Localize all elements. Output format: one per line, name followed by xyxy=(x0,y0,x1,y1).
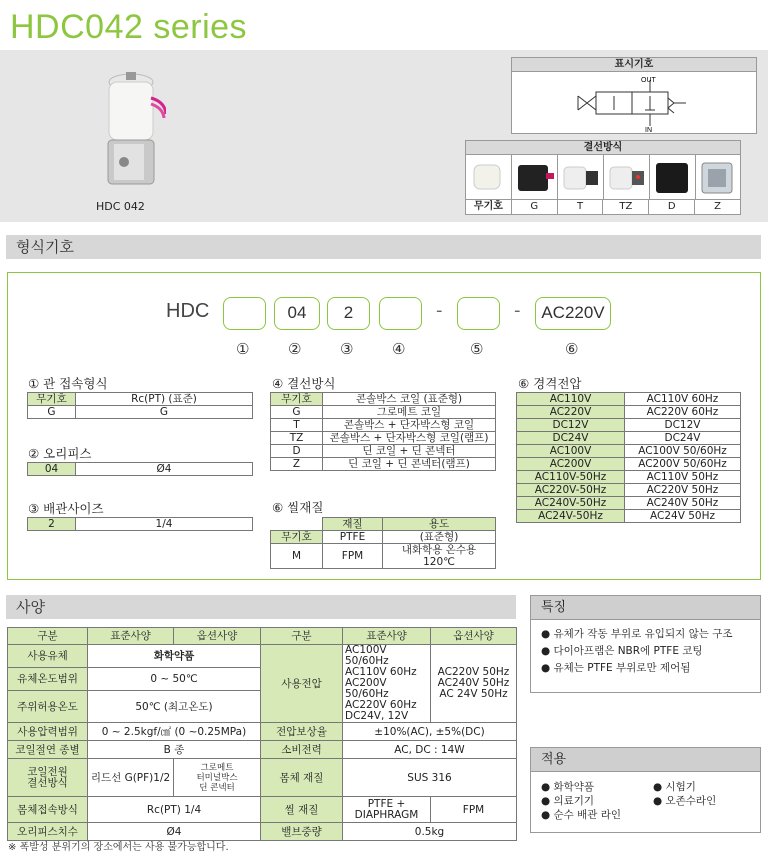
voltage-opt-line: AC220V 50Hz xyxy=(437,666,510,678)
cell: AC100V xyxy=(517,445,625,458)
model-num: ④ xyxy=(392,340,406,358)
cell: DC24V xyxy=(517,432,625,445)
product-caption: HDC 042 xyxy=(96,200,145,213)
cell: 유체온도범위 xyxy=(8,668,88,691)
model-num: ⑤ xyxy=(470,340,484,358)
cell: 무기호 xyxy=(271,393,323,406)
cell: AC110V-50Hz xyxy=(517,471,625,484)
model-num: ② xyxy=(288,340,302,358)
cell: DC12V xyxy=(625,419,741,432)
cell: AC200V xyxy=(517,458,625,471)
app-item: ● 시험기 xyxy=(653,781,696,793)
seal-title: ⑥ 씰재질 xyxy=(272,500,324,515)
cell: AC24V 50Hz xyxy=(625,510,741,523)
valve-symbol-diagram xyxy=(512,72,756,133)
coil-din-image xyxy=(650,155,696,199)
coil-label-2: 결선방식 xyxy=(27,776,68,789)
cell: AC110V 50Hz xyxy=(625,471,741,484)
model-cell-4 xyxy=(379,297,422,330)
cell: 딘 코일 + 딘 콘넥터 xyxy=(323,445,496,458)
cell: 리드선 G(PF)1/2 xyxy=(88,759,174,797)
cell: AC200V 50/60Hz xyxy=(625,458,741,471)
page-title: HDC042 series xyxy=(10,8,248,46)
seal-std-line: DIAPHRAGM xyxy=(354,808,419,821)
cell: 사용압력범위 xyxy=(8,723,88,741)
cell: 표준사양 xyxy=(343,628,431,645)
features-box xyxy=(530,595,761,693)
connection-header: 결선방식 xyxy=(466,141,740,155)
cell: AC220V-50Hz xyxy=(517,484,625,497)
orifice-table xyxy=(27,462,253,476)
model-num: ① xyxy=(236,340,250,358)
cell: TZ xyxy=(271,432,323,445)
app-item: ● 오존수라인 xyxy=(653,795,717,807)
orifice-title: ② 오리피스 xyxy=(28,446,92,461)
conn-label: 무기호 xyxy=(466,200,512,214)
cell: Ø4 xyxy=(76,463,253,476)
cell: 0 ~ 50℃ xyxy=(88,668,261,691)
pipe-conn-table xyxy=(27,392,253,419)
cell: G xyxy=(271,406,323,419)
model-num: ⑥ xyxy=(565,340,579,358)
features-header: 특징 xyxy=(531,596,760,620)
model-prefix: HDC xyxy=(166,300,210,322)
cell: AC240V 50Hz xyxy=(625,497,741,510)
coil-opt-line: 터미널박스 xyxy=(196,772,238,783)
cell: D xyxy=(271,445,323,458)
applications-header: 적용 xyxy=(531,748,760,772)
cell: 옵션사양 xyxy=(431,628,517,645)
spec-table xyxy=(7,627,517,841)
coil-terminal-lamp-image xyxy=(604,155,650,199)
model-num: ③ xyxy=(340,340,354,358)
cell: B 종 xyxy=(88,741,261,759)
connection-box xyxy=(465,140,741,215)
cell: 콘솔박스 + 단자박스형 코일 xyxy=(323,419,496,432)
feature-item: ● 유체는 PTFE 부위로만 제어됨 xyxy=(541,662,691,674)
cell: 50℃ (최고온도) xyxy=(88,691,261,723)
cell: AC240V-50Hz xyxy=(517,497,625,510)
cell: 내화학용 온수용 120℃ xyxy=(383,544,496,569)
cell: 0.5kg xyxy=(343,823,517,841)
model-dash: - xyxy=(514,300,521,321)
applications-box xyxy=(530,747,761,833)
cell: Ø4 xyxy=(88,823,261,841)
cell: 주위허용온도 xyxy=(8,691,88,723)
cell: 몸체접속방식 xyxy=(8,797,88,823)
conn-label: TZ xyxy=(603,200,649,214)
cell: 사용전압 xyxy=(261,645,343,723)
cell: 씰 재질 xyxy=(261,797,343,823)
cell: Z xyxy=(271,458,323,471)
voltage-std-line: DC24V, 12V xyxy=(345,710,409,722)
cell: AC110V xyxy=(517,393,625,406)
cell: 구분 xyxy=(8,628,88,645)
cell: 코일절연 종별 xyxy=(8,741,88,759)
cell: Rc(PT) (표준) xyxy=(76,393,253,406)
cell: 딘 코일 + 딘 콘넥터(램프) xyxy=(323,458,496,471)
pipe-size-title: ③ 배관사이즈 xyxy=(28,501,104,516)
cell: 용도 xyxy=(383,518,496,531)
coil-label-1: 코일전원 xyxy=(27,765,68,778)
cell: 몸체 재질 xyxy=(261,759,343,797)
cell: G xyxy=(76,406,253,419)
cell: 콘솔박스 코일 (표준형) xyxy=(323,393,496,406)
cell: Rc(PT) 1/4 xyxy=(88,797,261,823)
voltage-std-line: AC100V 50/60Hz xyxy=(345,644,389,667)
cell: SUS 316 xyxy=(343,759,517,797)
cell: 무기호 xyxy=(28,393,76,406)
footnote: ※ 폭발성 분위기의 장소에서는 사용 불가능합니다. xyxy=(8,842,229,853)
model-section-header: 형식기호 xyxy=(6,235,761,259)
cell: AC220V 50Hz xyxy=(625,484,741,497)
model-cell-3: 2 xyxy=(327,297,370,330)
coil-opt-line: 그로메트 xyxy=(200,762,234,773)
cell: 04 xyxy=(28,463,76,476)
voltage-opt-line: AC240V 50Hz xyxy=(437,677,510,689)
cell: FPM xyxy=(323,544,383,569)
model-dash: - xyxy=(436,300,443,321)
cell: 옵션사양 xyxy=(174,628,261,645)
voltage-table xyxy=(516,392,741,523)
voltage-title: ⑥ 경격전압 xyxy=(518,376,582,391)
cell: 무기호 xyxy=(271,531,323,544)
voltage-std-line: AC200V 50/60Hz xyxy=(345,677,389,700)
app-item: ● 의료기기 xyxy=(541,795,595,807)
app-item: ● 순수 배관 라인 xyxy=(541,809,622,821)
seal-table xyxy=(270,517,496,569)
symbol-in-label: IN xyxy=(645,127,652,133)
cell: 재질 xyxy=(323,518,383,531)
cell: 그로메트 코일 xyxy=(323,406,496,419)
cell: 사용유체 xyxy=(8,645,88,668)
voltage-std-line: AC220V 60Hz xyxy=(345,699,417,711)
cell: 밸브중량 xyxy=(261,823,343,841)
cell xyxy=(271,518,323,531)
cell: DC12V xyxy=(517,419,625,432)
symbol-box xyxy=(511,57,757,134)
cell: G xyxy=(28,406,76,419)
valve-image xyxy=(96,70,166,188)
symbol-header: 표시기호 xyxy=(512,58,756,72)
model-cell-6: AC220V xyxy=(535,297,611,330)
coil-din-lamp-image xyxy=(696,155,741,199)
feature-item: ● 유체가 작동 부위로 유입되지 않는 구조 xyxy=(541,628,733,640)
seal-std-line: PTFE + xyxy=(367,797,406,810)
conn-label: Z xyxy=(714,201,721,212)
spec-section-header: 사양 xyxy=(6,595,516,619)
cell: 오리피스치수 xyxy=(8,823,88,841)
cell: T xyxy=(271,419,323,432)
model-cell-5 xyxy=(457,297,500,330)
cell: AC24V-50Hz xyxy=(517,510,625,523)
conn-label: T xyxy=(558,200,604,214)
app-item: ● 화학약품 xyxy=(541,781,595,793)
symbol-out-label: OUT xyxy=(641,77,656,84)
cell: M xyxy=(271,544,323,569)
cell: 0 ~ 2.5kgf/㎠ (0 ~0.25MPa) xyxy=(88,723,261,741)
cell: PTFE xyxy=(323,531,383,544)
cell: AC, DC : 14W xyxy=(343,741,517,759)
cell: AC220V xyxy=(517,406,625,419)
pipe-size-table xyxy=(27,517,253,531)
voltage-opt-line: AC 24V 50Hz xyxy=(439,688,508,700)
cell: FPM xyxy=(431,797,517,823)
cell: AC110V 60Hz xyxy=(625,393,741,406)
coil-grommet-image xyxy=(512,155,558,199)
conn-label: G xyxy=(512,200,558,214)
voltage-std-line: AC110V 60Hz xyxy=(345,666,417,678)
coil-opt-line: 딘 콘넥터 xyxy=(199,782,235,793)
cell: ±10%(AC), ±5%(DC) xyxy=(343,723,517,741)
cell: 소비전력 xyxy=(261,741,343,759)
cell: (표준형) xyxy=(383,531,496,544)
model-cell-2: 04 xyxy=(274,297,320,330)
cell: AC220V 60Hz xyxy=(625,406,741,419)
cell: DC24V xyxy=(625,432,741,445)
conn-label: D xyxy=(649,200,695,214)
coil-terminal-image xyxy=(558,155,604,199)
wiring-table xyxy=(270,392,496,471)
cell: 콘솔박스 + 단자박스형 코일(램프) xyxy=(323,432,496,445)
cell: 1/4 xyxy=(76,518,253,531)
cell: 구분 xyxy=(261,628,343,645)
cell: AC100V 50/60Hz xyxy=(625,445,741,458)
cell: 전압보상율 xyxy=(261,723,343,741)
feature-item: ● 다이아프램은 NBR에 PTFE 코팅 xyxy=(541,645,703,657)
coil-standard-image xyxy=(466,155,512,199)
cell: 2 xyxy=(28,518,76,531)
cell: 표준사양 xyxy=(88,628,174,645)
model-cell-1 xyxy=(223,297,266,330)
cell: 화학약품 xyxy=(88,645,261,668)
wiring-title: ④ 결선방식 xyxy=(272,376,336,391)
pipe-conn-title: ① 관 접속형식 xyxy=(28,376,108,391)
